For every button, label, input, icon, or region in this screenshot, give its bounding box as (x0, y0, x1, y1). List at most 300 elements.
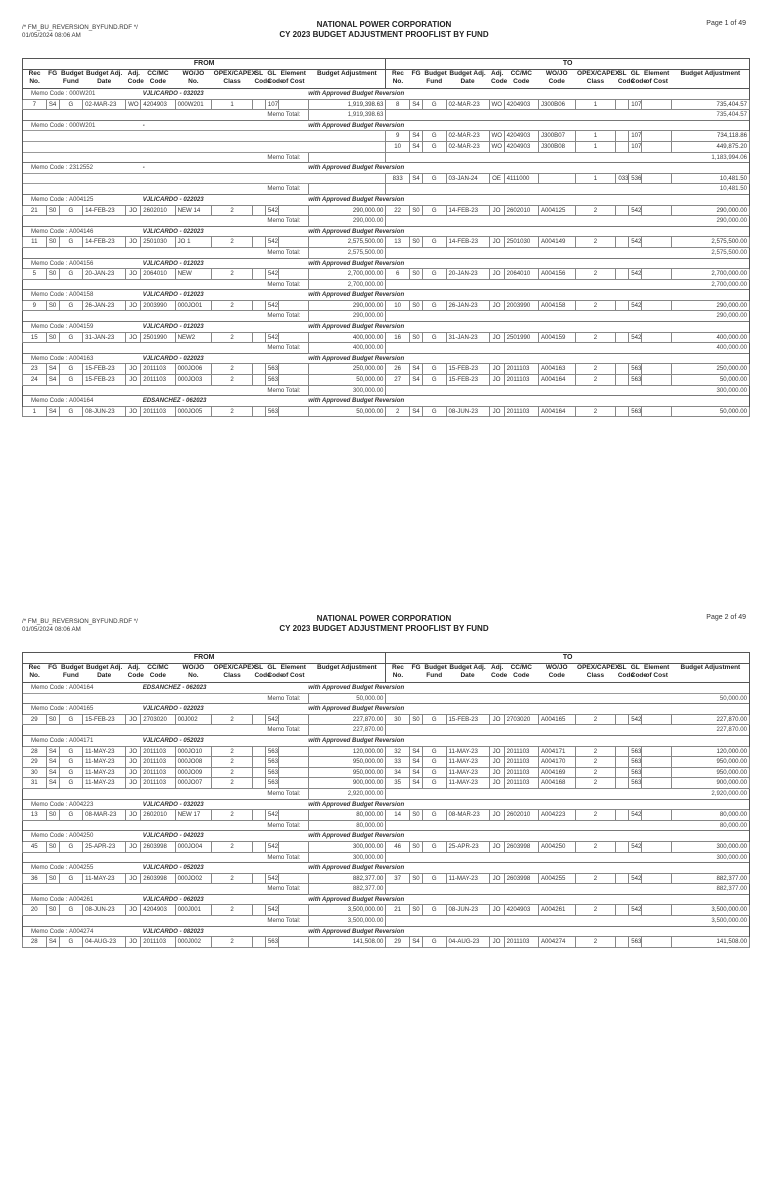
from-cell-bfund: G (59, 364, 83, 375)
to-cell-wojo_to: A004156 (538, 269, 575, 280)
col-header-from-adj: Adj. Code (126, 70, 141, 89)
to-cell-elem (642, 364, 672, 375)
reversion-label: with Approved Budget Reversion (278, 258, 749, 269)
to-cell-rec: 6 (386, 269, 410, 280)
memo-total-to: 300,000.00 (672, 385, 750, 396)
from-cell-bfund: G (59, 99, 83, 110)
from-cell-gl: 542 (265, 841, 278, 852)
from-cell-rec: 45 (23, 841, 47, 852)
from-cell-adj: JO (126, 364, 141, 375)
to-cell-ccmc: 2703020 (504, 714, 538, 725)
table-row (23, 375, 750, 386)
to-cell-elem (642, 300, 672, 311)
memo-total-row (23, 343, 750, 354)
reversion-label: with Approved Budget Reversion (278, 194, 749, 205)
from-cell-gl: 563 (265, 364, 278, 375)
memo-code-row (23, 194, 750, 205)
memo-total-gap (386, 110, 672, 121)
to-cell-gl: 542 (629, 332, 642, 343)
from-cell-rec: 29 (23, 714, 47, 725)
memo-total-row (23, 916, 750, 927)
to-cell-fg: S4 (410, 364, 423, 375)
memo-total-label: Memo Total: (265, 216, 308, 227)
to-cell-bfund: G (422, 757, 446, 768)
from-cell-opex (212, 131, 253, 142)
table-row (23, 714, 750, 725)
table-row (23, 873, 750, 884)
from-cell-bdate: 08-JUN-23 (83, 406, 126, 417)
memo-total-row (23, 693, 750, 704)
memo-code-row (23, 396, 750, 407)
to-cell-adj: JO (489, 237, 504, 248)
memo-total-spacer (23, 311, 266, 322)
col-header-to-bdate: Budget Adj. Date (446, 70, 489, 89)
to-cell-ccmc: 2011103 (504, 757, 538, 768)
to-cell-adj: JO (489, 810, 504, 821)
to-cell-adj: WO (489, 141, 504, 152)
from-cell-bdate: 11-MAY-23 (83, 746, 126, 757)
to-cell-opex: 2 (575, 375, 616, 386)
to-cell-wojo_to: A004164 (538, 375, 575, 386)
memo-code: Memo Code : A004159 (23, 322, 141, 333)
from-cell-elem (278, 746, 308, 757)
memo-total-row (23, 725, 750, 736)
to-cell-sl (616, 99, 629, 110)
to-cell-opex: 2 (575, 332, 616, 343)
to-cell-gl: 107 (629, 131, 642, 142)
to-cell-adj: JO (489, 778, 504, 789)
from-cell-sl (252, 746, 265, 757)
col-header-to-ccmc: CC/MC Code (504, 664, 538, 683)
to-cell-badj: 120,000.00 (672, 746, 750, 757)
memo-code-row (23, 735, 750, 746)
from-cell-opex: 2 (212, 300, 253, 311)
from-cell-bfund (59, 131, 83, 142)
from-cell-ccmc: 2011103 (141, 746, 175, 757)
memo-total-gap (386, 311, 672, 322)
to-cell-badj: 900,000.00 (672, 778, 750, 789)
memo-total-spacer (23, 184, 266, 195)
from-cell-sl (252, 364, 265, 375)
from-cell-ccmc: 4204903 (141, 905, 175, 916)
col-header-to-adj: Adj. Code (489, 70, 504, 89)
to-cell-ccmc: 2011103 (504, 746, 538, 757)
to-cell-rec: 22 (386, 205, 410, 216)
to-cell-ccmc: 4204903 (504, 905, 538, 916)
memo-total-row (23, 184, 750, 195)
from-cell-ccmc: 2501030 (141, 237, 175, 248)
memo-code: Memo Code : A004223 (23, 799, 141, 810)
memo-code: Memo Code : A004171 (23, 735, 141, 746)
from-cell-gl (265, 141, 278, 152)
memo-total-label: Memo Total: (265, 110, 308, 121)
to-cell-bdate: 02-MAR-23 (446, 131, 489, 142)
from-cell-sl (252, 905, 265, 916)
to-cell-elem (642, 714, 672, 725)
to-cell-opex: 2 (575, 757, 616, 768)
from-cell-rec: 1 (23, 406, 47, 417)
memo-code-row (23, 290, 750, 301)
from-cell-ccmc: 2703020 (141, 714, 175, 725)
from-cell-adj: JO (126, 375, 141, 386)
from-cell-ccmc: 2011103 (141, 375, 175, 386)
memo-total-row (23, 820, 750, 831)
memo-total-to: 735,404.57 (672, 110, 750, 121)
to-cell-bfund: G (422, 375, 446, 386)
to-cell-sl (616, 841, 629, 852)
memo-code-row (23, 163, 750, 174)
to-cell-fg: S4 (410, 99, 423, 110)
memo-total-to: 2,575,500.00 (672, 247, 750, 258)
to-cell-gl: 563 (629, 937, 642, 948)
from-cell-adj: WO (126, 99, 141, 110)
memo-code: Memo Code : A004164 (23, 396, 141, 407)
to-cell-bfund: G (422, 131, 446, 142)
report-page (0, 18, 768, 608)
from-cell-adj: JO (126, 406, 141, 417)
to-cell-wojo_to: A004168 (538, 778, 575, 789)
from-cell-fg: S0 (46, 300, 59, 311)
from-cell-badj: 80,000.00 (308, 810, 386, 821)
to-cell-bdate: 02-MAR-23 (446, 141, 489, 152)
from-cell-fg: S0 (46, 905, 59, 916)
from-cell-bdate: 11-MAY-23 (83, 873, 126, 884)
to-cell-gl: 563 (629, 375, 642, 386)
from-cell-bdate: 15-FEB-23 (83, 364, 126, 375)
from-cell-wojo: 000JO07 (175, 778, 212, 789)
from-cell-wojo: 000JO05 (175, 406, 212, 417)
col-header-from-ccmc: CC/MC Code (141, 664, 175, 683)
from-cell-rec: 13 (23, 810, 47, 821)
reversion-label: with Approved Budget Reversion (278, 396, 749, 407)
from-cell-bdate (83, 131, 126, 142)
reversion-label: with Approved Budget Reversion (278, 120, 749, 131)
to-cell-fg: S0 (410, 269, 423, 280)
to-cell-wojo_to: J300B08 (538, 141, 575, 152)
memo-total-from (308, 184, 386, 195)
memo-total-to: 227,870.00 (672, 725, 750, 736)
from-cell-bfund: G (59, 406, 83, 417)
to-cell-rec: 13 (386, 237, 410, 248)
to-cell-rec: 37 (386, 873, 410, 884)
to-cell-bdate: 31-JAN-23 (446, 332, 489, 343)
reversion-label: with Approved Budget Reversion (278, 353, 749, 364)
memo-total-row (23, 110, 750, 121)
to-cell-bfund: G (422, 778, 446, 789)
memo-code-row (23, 894, 750, 905)
memo-total-label: Memo Total: (265, 725, 308, 736)
from-cell-opex: 2 (212, 364, 253, 375)
from-cell-bdate: 20-JAN-23 (83, 269, 126, 280)
memo-total-spacer (23, 247, 266, 258)
col-header-to-opex: OPEX/CAPEX Class (575, 664, 616, 683)
from-cell-badj: 141,508.00 (308, 937, 386, 948)
memo-total-label: Memo Total: (265, 311, 308, 322)
memo-code: Memo Code : A004158 (23, 290, 141, 301)
from-cell-fg: S0 (46, 332, 59, 343)
from-cell-bdate: 15-FEB-23 (83, 375, 126, 386)
from-cell-gl: 563 (265, 746, 278, 757)
to-cell-adj: JO (489, 375, 504, 386)
memo-code-row (23, 683, 750, 694)
from-cell-elem (278, 173, 308, 184)
to-cell-bfund: G (422, 173, 446, 184)
to-cell-ccmc: 2602010 (504, 205, 538, 216)
to-cell-elem (642, 99, 672, 110)
to-cell-ccmc: 2011103 (504, 767, 538, 778)
from-cell-gl: 107 (265, 99, 278, 110)
to-cell-wojo_to: A004159 (538, 332, 575, 343)
memo-code: Memo Code : 2312552 (23, 163, 141, 174)
to-cell-elem (642, 332, 672, 343)
to-cell-sl (616, 905, 629, 916)
to-cell-wojo_to: A004274 (538, 937, 575, 948)
to-cell-bdate: 11-MAY-23 (446, 873, 489, 884)
from-cell-rec: 9 (23, 300, 47, 311)
to-cell-badj: 734,118.86 (672, 131, 750, 142)
from-cell-elem (278, 873, 308, 884)
col-header-from-fg: FG (46, 664, 59, 683)
from-cell-bdate: 08-JUN-23 (83, 905, 126, 916)
to-cell-sl (616, 364, 629, 375)
from-cell-ccmc: 2011103 (141, 937, 175, 948)
to-cell-wojo_to: A004165 (538, 714, 575, 725)
from-cell-badj: 120,000.00 (308, 746, 386, 757)
from-cell-rec: 28 (23, 937, 47, 948)
memo-description: - (141, 120, 279, 131)
memo-total-label: Memo Total: (265, 693, 308, 704)
to-cell-bfund: G (422, 205, 446, 216)
to-cell-bfund: G (422, 364, 446, 375)
to-cell-bdate: 26-JAN-23 (446, 300, 489, 311)
to-cell-bdate: 15-FEB-23 (446, 375, 489, 386)
memo-total-spacer (23, 279, 266, 290)
to-cell-badj: 300,000.00 (672, 841, 750, 852)
memo-description: VJLICARDO - 082023 (141, 926, 279, 937)
to-cell-ccmc: 2011103 (504, 375, 538, 386)
to-cell-badj: 80,000.00 (672, 810, 750, 821)
from-cell-fg: S4 (46, 746, 59, 757)
col-header-to-elem: Element of Cost (642, 70, 672, 89)
memo-total-gap (386, 725, 672, 736)
to-cell-bdate: 15-FEB-23 (446, 364, 489, 375)
to-cell-ccmc: 4111000 (504, 173, 538, 184)
from-cell-sl (252, 237, 265, 248)
col-header-to-bdate: Budget Adj. Date (446, 664, 489, 683)
to-cell-fg: S0 (410, 841, 423, 852)
to-cell-gl: 542 (629, 873, 642, 884)
memo-total-from: 3,500,000.00 (308, 916, 386, 927)
from-cell-bfund: G (59, 937, 83, 948)
from-cell-wojo: 000JO01 (175, 300, 212, 311)
col-header-from-bfund: Budget Fund (59, 70, 83, 89)
to-cell-rec: 14 (386, 810, 410, 821)
report-org-title: NATIONAL POWER CORPORATION (316, 20, 452, 29)
to-cell-badj: 400,000.00 (672, 332, 750, 343)
memo-code-row (23, 120, 750, 131)
memo-total-from: 300,000.00 (308, 852, 386, 863)
from-cell-fg: S0 (46, 810, 59, 821)
from-cell-fg: S4 (46, 778, 59, 789)
col-header-to-badj: Budget Adjustment (672, 664, 750, 683)
from-cell-gl: 563 (265, 767, 278, 778)
to-cell-wojo_to: A004164 (538, 406, 575, 417)
col-header-from-bfund: Budget Fund (59, 664, 83, 683)
to-cell-fg: S0 (410, 237, 423, 248)
to-cell-elem (642, 173, 672, 184)
from-cell-fg (46, 141, 59, 152)
from-cell-fg: S0 (46, 841, 59, 852)
memo-total-to: 290,000.00 (672, 216, 750, 227)
from-cell-adj: JO (126, 300, 141, 311)
memo-total-spacer (23, 110, 266, 121)
col-header-to-fg: FG (410, 70, 423, 89)
to-cell-elem (642, 375, 672, 386)
memo-total-spacer (23, 152, 266, 163)
memo-total-label: Memo Total: (265, 247, 308, 258)
from-cell-opex: 2 (212, 269, 253, 280)
to-cell-bfund: G (422, 237, 446, 248)
memo-total-row (23, 852, 750, 863)
table-row (23, 778, 750, 789)
from-cell-wojo: 000JO09 (175, 767, 212, 778)
to-cell-adj: JO (489, 205, 504, 216)
to-cell-elem (642, 205, 672, 216)
to-cell-sl (616, 767, 629, 778)
from-cell-bfund: G (59, 757, 83, 768)
from-cell-ccmc (141, 141, 175, 152)
from-cell-elem (278, 841, 308, 852)
memo-total-gap (386, 884, 672, 895)
to-cell-adj: JO (489, 757, 504, 768)
memo-description: VJLICARDO - 032023 (141, 799, 279, 810)
from-cell-bfund: G (59, 746, 83, 757)
from-cell-rec: 23 (23, 364, 47, 375)
to-cell-ccmc: 2011103 (504, 364, 538, 375)
to-cell-wojo_to: A004255 (538, 873, 575, 884)
to-cell-opex: 2 (575, 767, 616, 778)
to-cell-bfund: G (422, 905, 446, 916)
to-cell-sl (616, 757, 629, 768)
from-cell-badj: 3,500,000.00 (308, 905, 386, 916)
memo-total-label: Memo Total: (265, 385, 308, 396)
from-cell-fg: S0 (46, 205, 59, 216)
from-cell-adj: JO (126, 714, 141, 725)
from-cell-elem (278, 364, 308, 375)
from-cell-ccmc: 2603998 (141, 841, 175, 852)
memo-total-label: Memo Total: (265, 184, 308, 195)
table-end (23, 947, 750, 949)
to-cell-opex: 2 (575, 714, 616, 725)
table-row (23, 937, 750, 948)
from-cell-elem (278, 767, 308, 778)
from-cell-elem (278, 810, 308, 821)
to-cell-wojo_to (538, 173, 575, 184)
memo-total-from: 882,377.00 (308, 884, 386, 895)
to-cell-bfund: G (422, 873, 446, 884)
from-cell-rec: 20 (23, 905, 47, 916)
to-cell-ccmc: 2501030 (504, 237, 538, 248)
from-cell-bdate: 25-APR-23 (83, 841, 126, 852)
from-cell-ccmc: 2011103 (141, 757, 175, 768)
memo-total-to: 400,000.00 (672, 343, 750, 354)
memo-total-to: 2,920,000.00 (672, 788, 750, 799)
col-header-from-bdate: Budget Adj. Date (83, 70, 126, 89)
col-header-from-opex: OPEX/CAPEX Class (212, 664, 253, 683)
to-cell-adj: OE (489, 173, 504, 184)
from-cell-bdate: 02-MAR-23 (83, 99, 126, 110)
from-cell-bfund: G (59, 332, 83, 343)
to-cell-adj: JO (489, 767, 504, 778)
to-cell-badj: 950,000.00 (672, 757, 750, 768)
from-cell-bdate: 14-FEB-23 (83, 205, 126, 216)
report-title-block (0, 20, 768, 39)
from-cell-fg: S4 (46, 767, 59, 778)
from-cell-ccmc: 2501990 (141, 332, 175, 343)
to-cell-opex: 1 (575, 173, 616, 184)
from-cell-bdate: 08-MAR-23 (83, 810, 126, 821)
from-cell-ccmc: 2064010 (141, 269, 175, 280)
to-cell-fg: S4 (410, 767, 423, 778)
from-cell-opex: 2 (212, 767, 253, 778)
to-cell-bfund: G (422, 406, 446, 417)
page-number: Page 2 of 49 (706, 614, 746, 621)
from-cell-adj: JO (126, 332, 141, 343)
to-cell-elem (642, 905, 672, 916)
to-cell-rec: 26 (386, 364, 410, 375)
table-end (23, 417, 750, 419)
from-cell-bfund: G (59, 375, 83, 386)
to-cell-gl: 542 (629, 269, 642, 280)
to-cell-opex: 2 (575, 205, 616, 216)
memo-total-row (23, 884, 750, 895)
reversion-label: with Approved Budget Reversion (278, 831, 749, 842)
col-header-from-fg: FG (46, 70, 59, 89)
to-cell-adj: JO (489, 873, 504, 884)
from-cell-bfund: G (59, 810, 83, 821)
from-cell-badj: 950,000.00 (308, 767, 386, 778)
col-header-to-adj: Adj. Code (489, 664, 504, 683)
to-cell-badj: 449,875.20 (672, 141, 750, 152)
to-cell-gl: 542 (629, 237, 642, 248)
memo-code-row (23, 799, 750, 810)
from-cell-gl: 542 (265, 237, 278, 248)
from-cell-opex: 2 (212, 778, 253, 789)
memo-code: Memo Code : A004163 (23, 353, 141, 364)
from-cell-gl: 542 (265, 300, 278, 311)
to-cell-adj: JO (489, 746, 504, 757)
from-cell-fg (46, 173, 59, 184)
memo-total-from: 300,000.00 (308, 385, 386, 396)
from-cell-adj: JO (126, 746, 141, 757)
from-cell-gl: 563 (265, 406, 278, 417)
from-cell-badj: 50,000.00 (308, 406, 386, 417)
to-cell-elem (642, 141, 672, 152)
to-cell-fg: S4 (410, 141, 423, 152)
memo-total-spacer (23, 343, 266, 354)
to-cell-wojo_to: A004163 (538, 364, 575, 375)
col-header-from-ccmc: CC/MC Code (141, 70, 175, 89)
to-cell-gl: 542 (629, 810, 642, 821)
from-cell-opex: 2 (212, 332, 253, 343)
from-cell-rec: 31 (23, 778, 47, 789)
reversion-label: with Approved Budget Reversion (278, 290, 749, 301)
to-cell-fg: S4 (410, 746, 423, 757)
to-cell-badj: 50,000.00 (672, 375, 750, 386)
to-cell-adj: JO (489, 364, 504, 375)
col-header-to-opex: OPEX/CAPEX Class (575, 70, 616, 89)
table-bottom-rule (23, 947, 750, 949)
